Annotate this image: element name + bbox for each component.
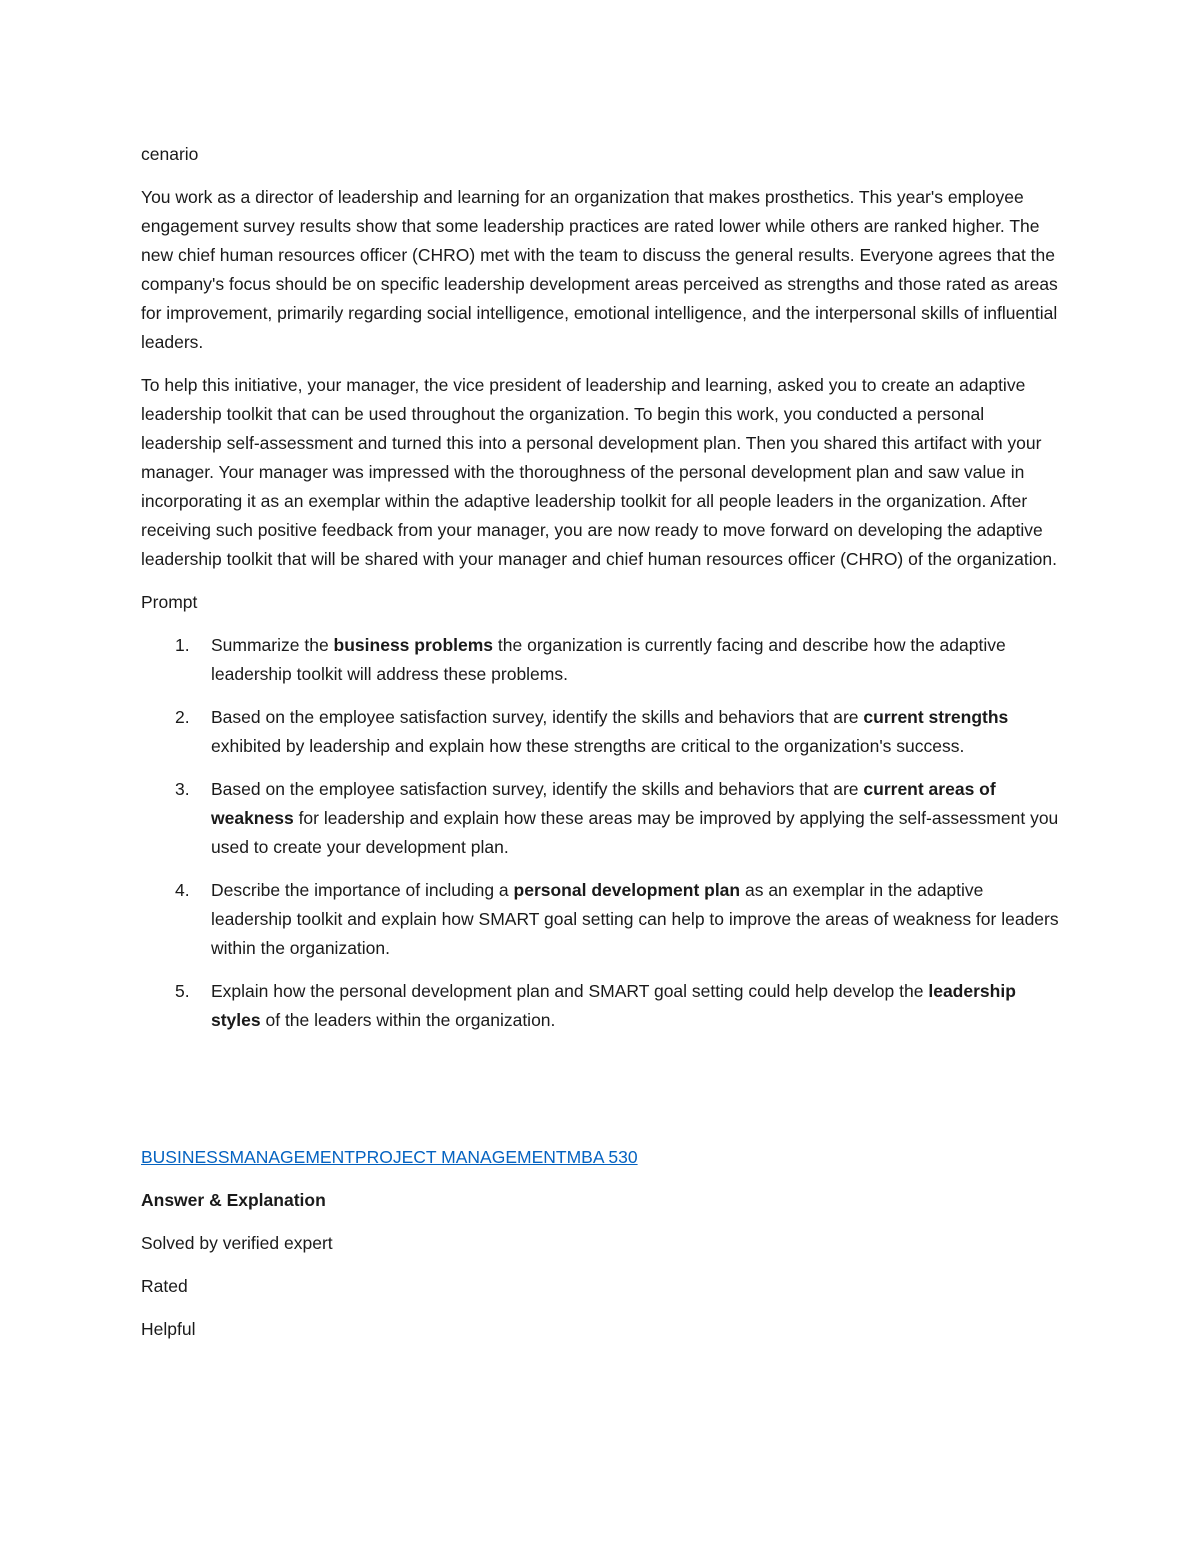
task-number: 1. [175,635,190,655]
task-text-bold: personal development plan [513,880,741,900]
task-text-after: as an exemplar in the adaptive leadership toolkit and explain how SMART goal setting can help to improve the areas of weakness for leaders within the organization. [211,880,1059,958]
prompt-task-list [141,631,1061,1035]
task-text-before: Describe the importance of including a [211,880,514,900]
task-text-after: of the leaders within the organization. [260,1010,556,1030]
task-text-bold: business problems [333,635,494,655]
document-page [141,140,1061,1358]
task-text-before: Explain how the personal development plan and SMART goal setting could help develop the [211,981,929,1001]
task-number: 5. [175,981,190,1001]
task-text-bold: current strengths [863,707,1009,727]
task-text-after: for leadership and explain how these areas may be improved by applying the self-assessment you used to create your development plan. [211,808,1059,857]
task-text-bold: current areas of weakness [211,779,996,828]
prompt-task-item [141,703,1061,761]
helpful-label: Helpful [141,1319,196,1339]
task-number: 4. [175,880,190,900]
task-text-after: the organization is currently facing and describe how the adaptive leadership toolkit will address these problems. [211,635,1006,684]
scenario-paragraph-2: To help this initiative, your manager, the vice president of leadership and learning, asked you to create an adaptive leadership toolkit that can be used throughout the organization. To begin this work, you conducted a personal leadership self-assessment and turned this into a personal development plan. Then you shared this artifact with your manager. Your manager was impressed with the thoroughness of the personal development plan and saw value in incorporating it as an exemplar within the adaptive leadership toolkit for all people leaders in the organization. After receiving such positive feedback from your manager, you are now ready to move forward on developing the adaptive leadership toolkit that will be shared with your manager and chief human resources officer (CHRO) of the organization. [141,375,1057,569]
prompt-task-item [141,876,1061,963]
task-number: 3. [175,779,190,799]
answer-title: Answer & Explanation [141,1190,326,1210]
scenario-heading: cenario [141,144,199,164]
prompt-task-item [141,977,1061,1035]
solved-by-label: Solved by verified expert [141,1233,333,1253]
prompt-task-item [141,775,1061,862]
task-text-after: exhibited by leadership and explain how these strengths are critical to the organization's success. [211,736,965,756]
prompt-task-item [141,631,1061,689]
task-text-before: Based on the employee satisfaction survey, identify the skills and behaviors that are [211,779,864,799]
subject-tags-link[interactable]: BUSINESSMANAGEMENTPROJECT MANAGEMENTMBA 530 [141,1147,638,1167]
scenario-paragraph-1: You work as a director of leadership and learning for an organization that makes prosthetics. This year's employee engagement survey results show that some leadership practices are rated lower while others are ranked higher. The new chief human resources officer (CHRO) met with the team to discuss the general results. Everyone agrees that the company's focus should be on specific leadership development areas perceived as strengths and those rated as areas for improvement, primarily regarding social intelligence, emotional intelligence, and the interpersonal skills of influential leaders. [141,187,1058,352]
task-text-before: Based on the employee satisfaction survey, identify the skills and behaviors that are [211,707,864,727]
rated-label: Rated [141,1276,188,1296]
subject-tags [141,1143,1061,1172]
task-text-bold: leadership styles [211,981,1016,1030]
prompt-label: Prompt [141,592,198,612]
task-number: 2. [175,707,190,727]
task-text-before: Summarize the [211,635,334,655]
